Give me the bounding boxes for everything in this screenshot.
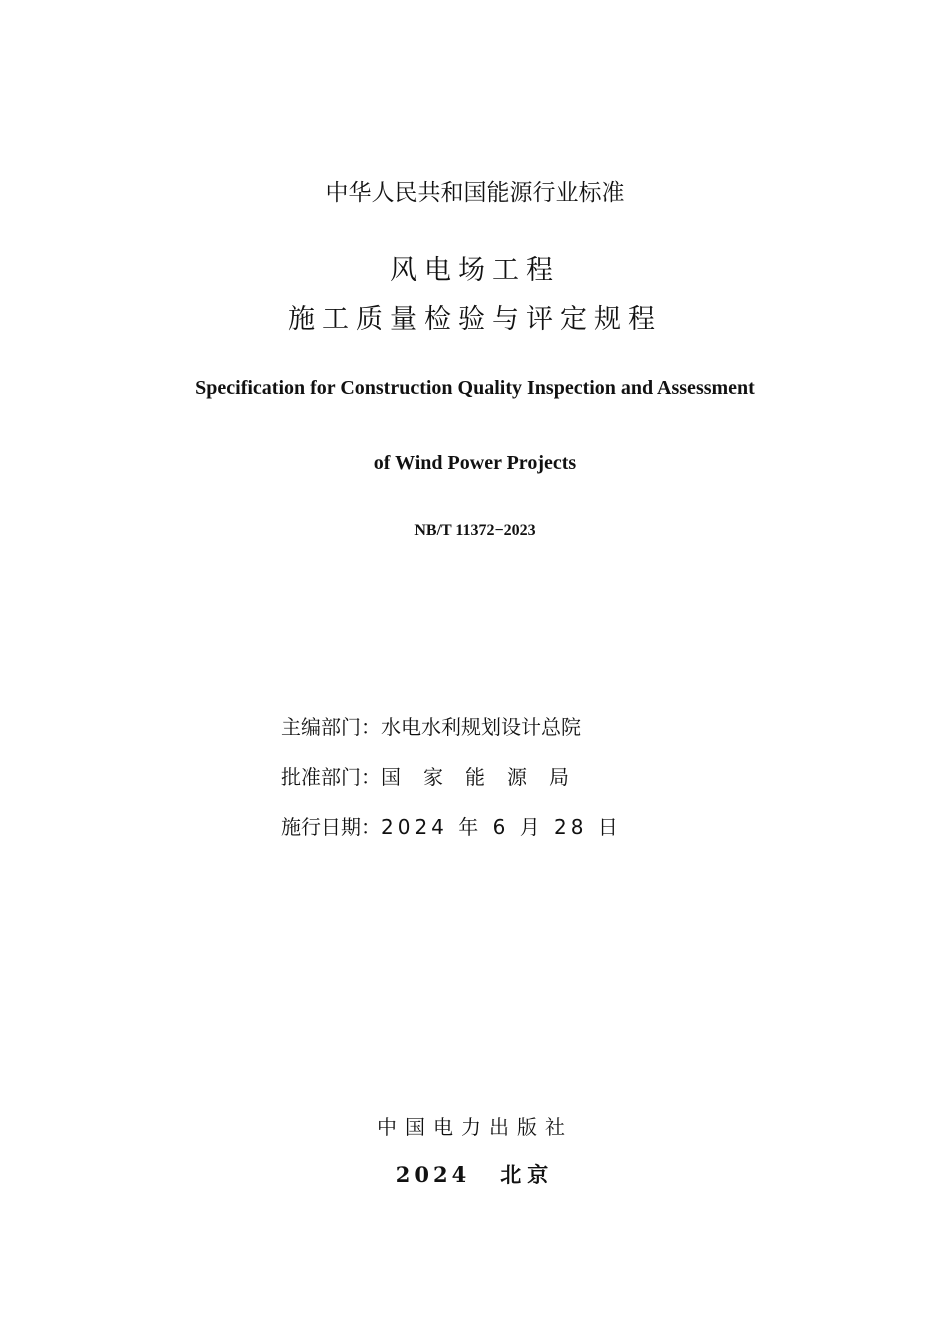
approver-department-value: 国家能源局 (381, 765, 591, 789)
approver-department-row (281, 761, 591, 790)
publication-year-city (0, 1159, 950, 1189)
standard-code: NB/T 11372−2023 (414, 522, 536, 539)
english-title-line-1: Specification for Construction Quality Inspection and Assessment (195, 377, 755, 399)
standard-organization: 中华人民共和国能源行业标准 (325, 180, 625, 206)
title-line-2: 施工质量检验与评定规程 (288, 304, 662, 335)
title-line-1: 风电场工程 (390, 255, 560, 286)
approver-department-label: 批准部门： (281, 765, 381, 789)
effective-date-row (281, 811, 622, 840)
publication-city: 北京 (500, 1162, 555, 1187)
effective-date-label: 施行日期： (281, 815, 381, 839)
effective-date-value: 2024 年 6 月 28 日 (381, 815, 622, 839)
editor-department-label: 主编部门： (281, 715, 381, 739)
publication-year: 2024 (395, 1162, 471, 1187)
editor-department-row (281, 711, 581, 740)
english-title-line-2: of Wind Power Projects (373, 452, 577, 474)
publisher-name: 中国电力出版社 (377, 1115, 573, 1139)
editor-department-value: 水电水利规划设计总院 (381, 715, 581, 739)
